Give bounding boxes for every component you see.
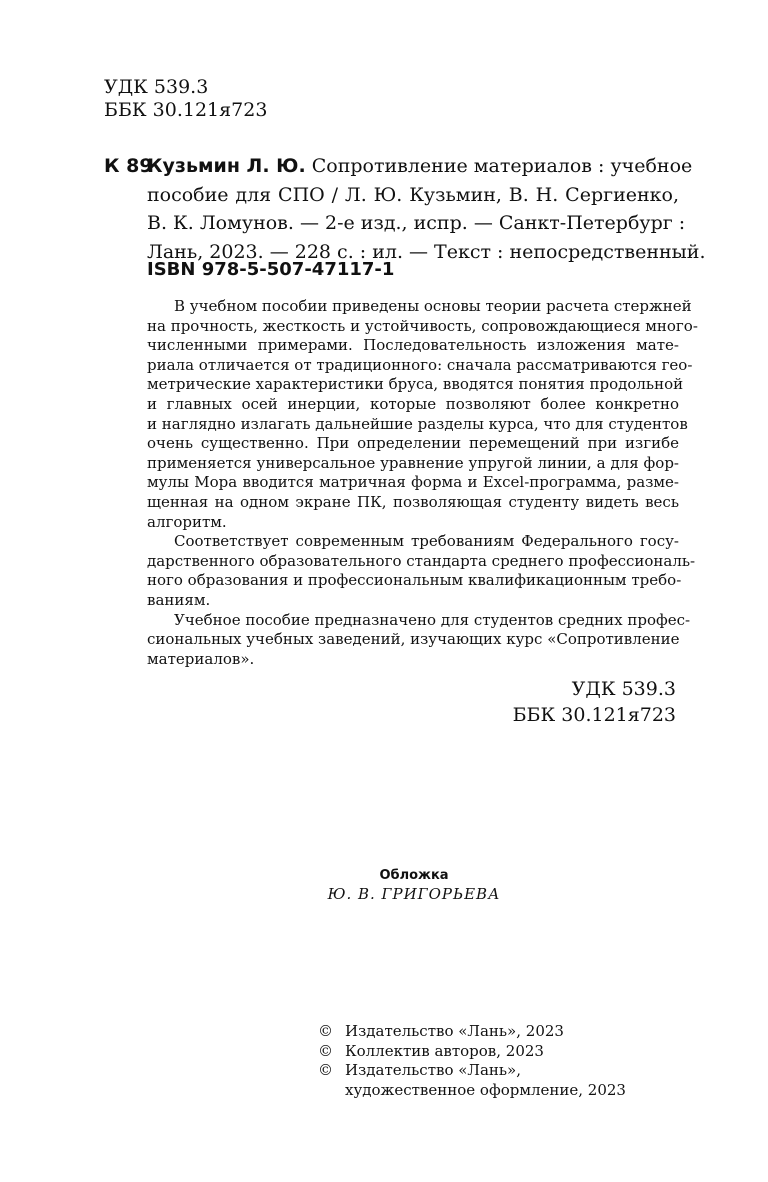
annotation-line: материалов». (147, 649, 255, 668)
copyright-row-1 (318, 1022, 626, 1042)
copyright-text: Издательство «Лань», (345, 1061, 522, 1079)
biblio-line-4: Лань, 2023. — 228 с. : ил. — Текст : непосредственный. (147, 240, 706, 263)
annotation-paragraph-2 (147, 532, 696, 610)
annotation-line: дарственного образовательного стандарта среднего профессиональ- (147, 551, 696, 570)
annotation-line: Соответствует современным требованиям Федерального госу- (174, 532, 679, 551)
annotation-line: очень существенно. При определении перемещений при изгибе (147, 434, 679, 453)
annotation-line: и наглядно излагать дальнейшие разделы курса, что для студентов (147, 414, 688, 433)
copyright-icon: © (318, 1022, 333, 1040)
cover-label: Обложка (379, 868, 449, 883)
bibliographic-record (147, 152, 706, 266)
copyright-row-3 (318, 1061, 626, 1081)
annotation (147, 297, 698, 669)
bottom-classification-codes (513, 676, 676, 728)
author-mark-code: К 89 (104, 155, 153, 177)
annotation-line: сиональных учебных заведений, изучающих курс «Сопротивление (147, 630, 680, 649)
copyright-icon: © (318, 1061, 333, 1079)
bottom-bbk-code: ББК 30.121я723 (512, 704, 676, 726)
annotation-line: и главных осей инерции, которые позволяют более конкретно (147, 394, 679, 413)
copyright-icon: © (318, 1041, 333, 1060)
cover-credit (0, 866, 768, 904)
copyright-row-2 (318, 1042, 626, 1062)
annotation-line: метрические характеристики бруса, вводятся понятия продольной (147, 375, 684, 394)
bottom-udk-code: УДК 539.3 (571, 678, 676, 700)
top-udk-code: УДК 539.3 (104, 76, 209, 98)
annotation-line: ного образования и профессиональным квалификационным требо- (147, 571, 682, 590)
copyright-row-3-continuation: художественное оформление, 2023 (345, 1080, 626, 1099)
annotation-line: риала отличается от традиционного: сначала рассматриваются гео- (147, 355, 693, 374)
annotation-line: алгоритм. (147, 512, 227, 531)
annotation-line: щенная на одном экране ПК, позволяющая студенту видеть весь (147, 492, 679, 511)
copyright-text: Коллектив авторов, 2023 (345, 1041, 544, 1060)
cover-designer-name: Ю. В. ГРИГОРЬЕВА (327, 885, 501, 903)
annotation-line: численными примерами. Последовательность изложения мате- (147, 336, 679, 355)
annotation-line: на прочность, жесткость и устойчивость, сопровождающиеся много- (147, 316, 698, 335)
title-text: Сопротивление материалов : учебное (305, 155, 693, 177)
copyright-block (318, 1022, 626, 1100)
annotation-paragraph-1 (147, 297, 698, 532)
top-classification-codes (104, 76, 267, 122)
annotation-paragraph-3 (147, 610, 691, 670)
biblio-line-2: пособие для СПО / Л. Ю. Кузьмин, В. Н. Сергиенко, (147, 183, 679, 206)
annotation-line: Учебное пособие предназначено для студентов средних профес- (174, 610, 691, 629)
top-bbk-code: ББК 30.121я723 (104, 99, 268, 121)
author-name: Кузьмин Л. Ю. (147, 155, 306, 177)
annotation-line: В учебном пособии приведены основы теории расчета стержней (174, 297, 692, 315)
annotation-line: ваниям. (147, 590, 211, 609)
isbn: ISBN 978-5-507-47117-1 (147, 259, 395, 280)
biblio-line-1 (147, 152, 693, 181)
annotation-line: применяется универсальное уравнение упругой линии, а для фор- (147, 453, 679, 472)
copyright-text: Издательство «Лань», 2023 (345, 1022, 564, 1040)
annotation-line: мулы Мора вводится матричная форма и Excel-программа, разме- (147, 473, 679, 492)
biblio-line-3: В. К. Ломунов. — 2-е изд., испр. — Санкт-Петербург : (147, 212, 686, 234)
